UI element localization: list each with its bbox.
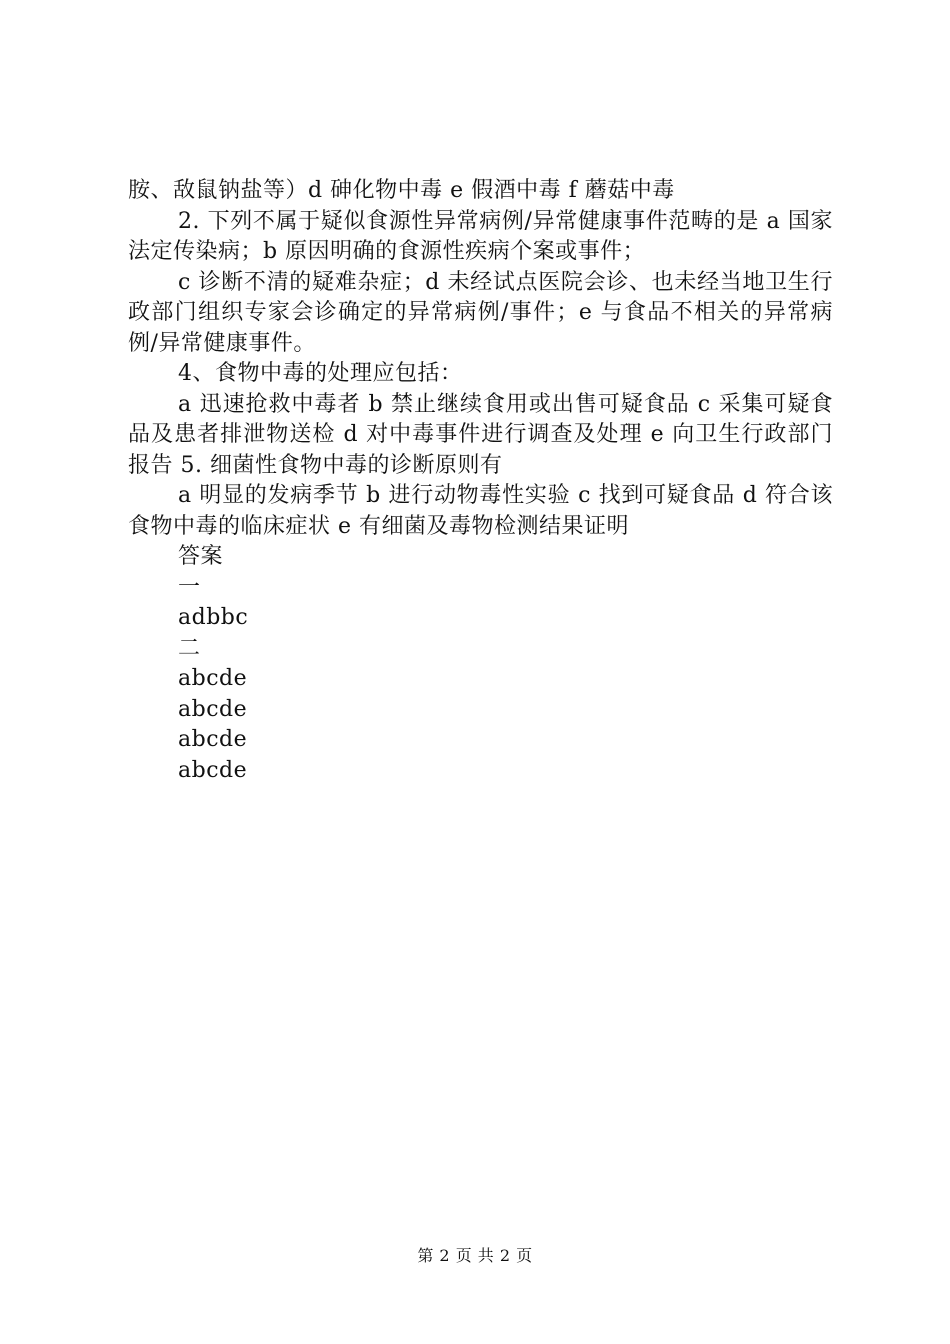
- question-2-options: c 诊断不清的疑难杂症；d 未经试点医院会诊、也未经当地卫生行政部门组织专家会诊确定的异常病例/事件；e 与食品不相关的异常病例/异常健康事件。: [128, 269, 833, 356]
- answer-heading: 答案: [178, 544, 224, 569]
- paragraph-continuation: 胺、敌鼠钠盐等）d 砷化物中毒 e 假酒中毒 f 蘑菇中毒: [128, 178, 675, 203]
- question-4-options: a 迅速抢救中毒者 b 禁止继续食用或出售可疑食品 c 采集可疑食品及患者排泄物送检 d 对中毒事件进行调查及处理 e 向卫生行政部门报告 5. 细菌性食物中毒的诊断原则有: [128, 391, 833, 478]
- answer-section-two-value: abcde: [178, 696, 248, 722]
- answer-section-two: 二: [178, 635, 201, 661]
- document-body: [128, 176, 833, 786]
- answer-section-one: 一: [178, 574, 201, 600]
- answer-section-two-value: abcde: [178, 666, 248, 691]
- question-5-options: a 明显的发病季节 b 进行动物毒性实验 c 找到可疑食品 d 符合该食物中毒的临床症状 e 有细菌及毒物检测结果证明: [128, 483, 833, 539]
- answer-section-two-value: abcde: [178, 757, 248, 783]
- page-footer: 第 2 页 共 2 页: [417, 1246, 533, 1265]
- question-2: 2. 下列不属于疑似食源性异常病例/异常健康事件范畴的是 a 国家法定传染病；b 原因明确的食源性疾病个案或事件；: [128, 208, 834, 264]
- answer-section-one-value: adbbc: [178, 605, 249, 630]
- answer-section-two-value: abcde: [178, 727, 248, 752]
- question-4: 4、食物中毒的处理应包括：: [178, 361, 463, 386]
